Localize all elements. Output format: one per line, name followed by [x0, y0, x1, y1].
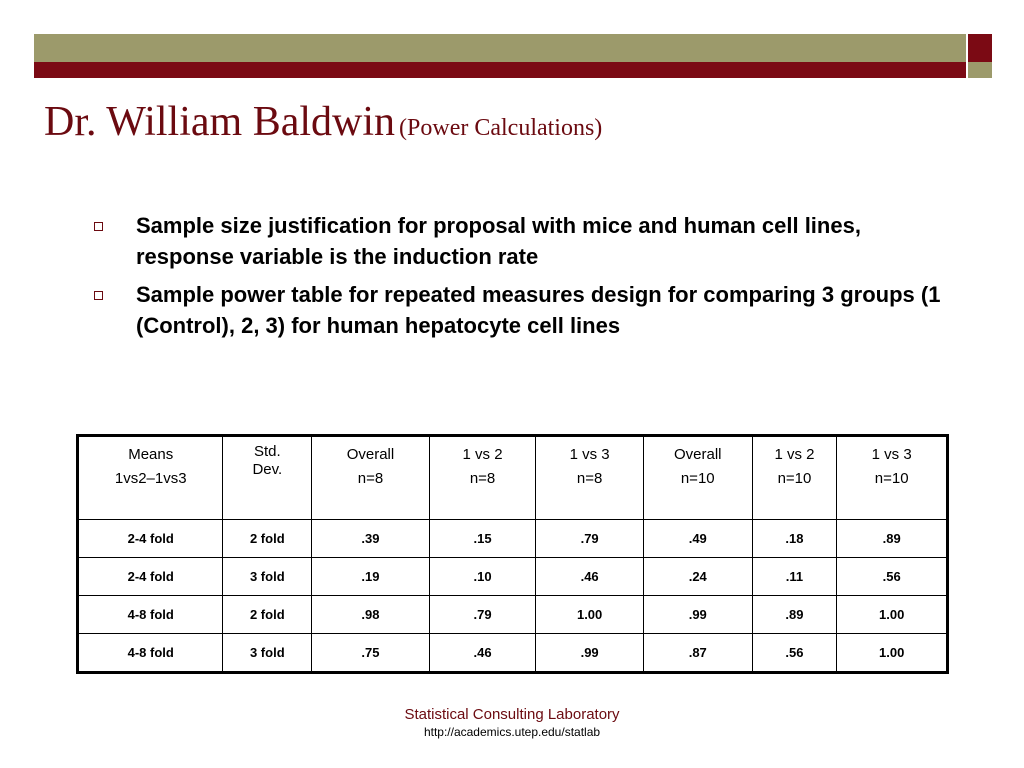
table-cell: .49 — [643, 520, 752, 558]
table-cell: .56 — [752, 634, 837, 673]
table-cell: .15 — [429, 520, 536, 558]
table-row — [78, 634, 948, 673]
bullet-text: Sample power table for repeated measures design for comparing 3 groups (1 (Control), 2, 3) for human hepatocyte cell lines — [136, 282, 941, 338]
slide-footer — [0, 706, 1024, 740]
table-cell: .79 — [536, 520, 644, 558]
slide-title — [44, 98, 602, 146]
table-row — [78, 558, 948, 596]
table-cell: 2-4 fold — [78, 558, 223, 596]
table-cell: 3 fold — [223, 558, 312, 596]
slide-title-subtitle: (Power Calculations) — [399, 115, 603, 141]
table-row — [78, 596, 948, 634]
bullet-list — [88, 210, 948, 348]
table-cell: .89 — [837, 520, 948, 558]
table-cell: .98 — [312, 596, 430, 634]
footer-url: http://academics.utep.edu/statlab — [423, 725, 601, 739]
table-cell: .99 — [643, 596, 752, 634]
header-cell-means: Means 1vs2–1vs3 — [78, 436, 223, 520]
table-cell: .99 — [536, 634, 644, 673]
table-cell: .87 — [643, 634, 752, 673]
slide-title-main: Dr. William Baldwin — [44, 99, 396, 145]
footer-lab-name: Statistical Consulting Laboratory — [404, 706, 620, 723]
power-table — [76, 434, 949, 674]
hollow-square-bullet-icon — [94, 291, 103, 300]
table-cell: .39 — [312, 520, 430, 558]
header-cell-1vs3-n8: 1 vs 3 n=8 — [536, 436, 644, 520]
table-cell: .10 — [429, 558, 536, 596]
table-cell: .89 — [752, 596, 837, 634]
table-cell: 2 fold — [223, 596, 312, 634]
table-cell: 3 fold — [223, 634, 312, 673]
table-cell: 2-4 fold — [78, 520, 223, 558]
bullet-text: Sample size justification for proposal with mice and human cell lines, response variable is the induction rate — [136, 213, 861, 269]
table-cell: 4-8 fold — [78, 634, 223, 673]
table-cell: .18 — [752, 520, 837, 558]
table-cell: .19 — [312, 558, 430, 596]
header-cell-1vs2-n10: 1 vs 2 n=10 — [752, 436, 837, 520]
header-cell-std-dev: Std. Dev. — [223, 436, 312, 520]
header-cell-overall-n8: Overall n=8 — [312, 436, 430, 520]
hollow-square-bullet-icon — [94, 222, 103, 231]
table-cell: .46 — [536, 558, 644, 596]
table-cell: .11 — [752, 558, 837, 596]
table-cell: 1.00 — [536, 596, 644, 634]
table-cell: 1.00 — [837, 634, 948, 673]
header-cell-1vs3-n10: 1 vs 3 n=10 — [837, 436, 948, 520]
table-cell: .75 — [312, 634, 430, 673]
header-square-maroon — [968, 34, 992, 62]
table-header-row — [78, 436, 948, 520]
bullet-item — [88, 279, 948, 341]
table-row — [78, 520, 948, 558]
table-cell: 2 fold — [223, 520, 312, 558]
header-bar-maroon — [34, 62, 966, 78]
bullet-item — [88, 210, 948, 272]
table-cell: 1.00 — [837, 596, 948, 634]
table-cell: .24 — [643, 558, 752, 596]
table-cell: 4-8 fold — [78, 596, 223, 634]
table-cell: .56 — [837, 558, 948, 596]
header-cell-overall-n10: Overall n=10 — [643, 436, 752, 520]
header-bar-olive — [34, 34, 966, 62]
table-cell: .46 — [429, 634, 536, 673]
table-cell: .79 — [429, 596, 536, 634]
header-square-olive — [968, 62, 992, 78]
header-cell-1vs2-n8: 1 vs 2 n=8 — [429, 436, 536, 520]
